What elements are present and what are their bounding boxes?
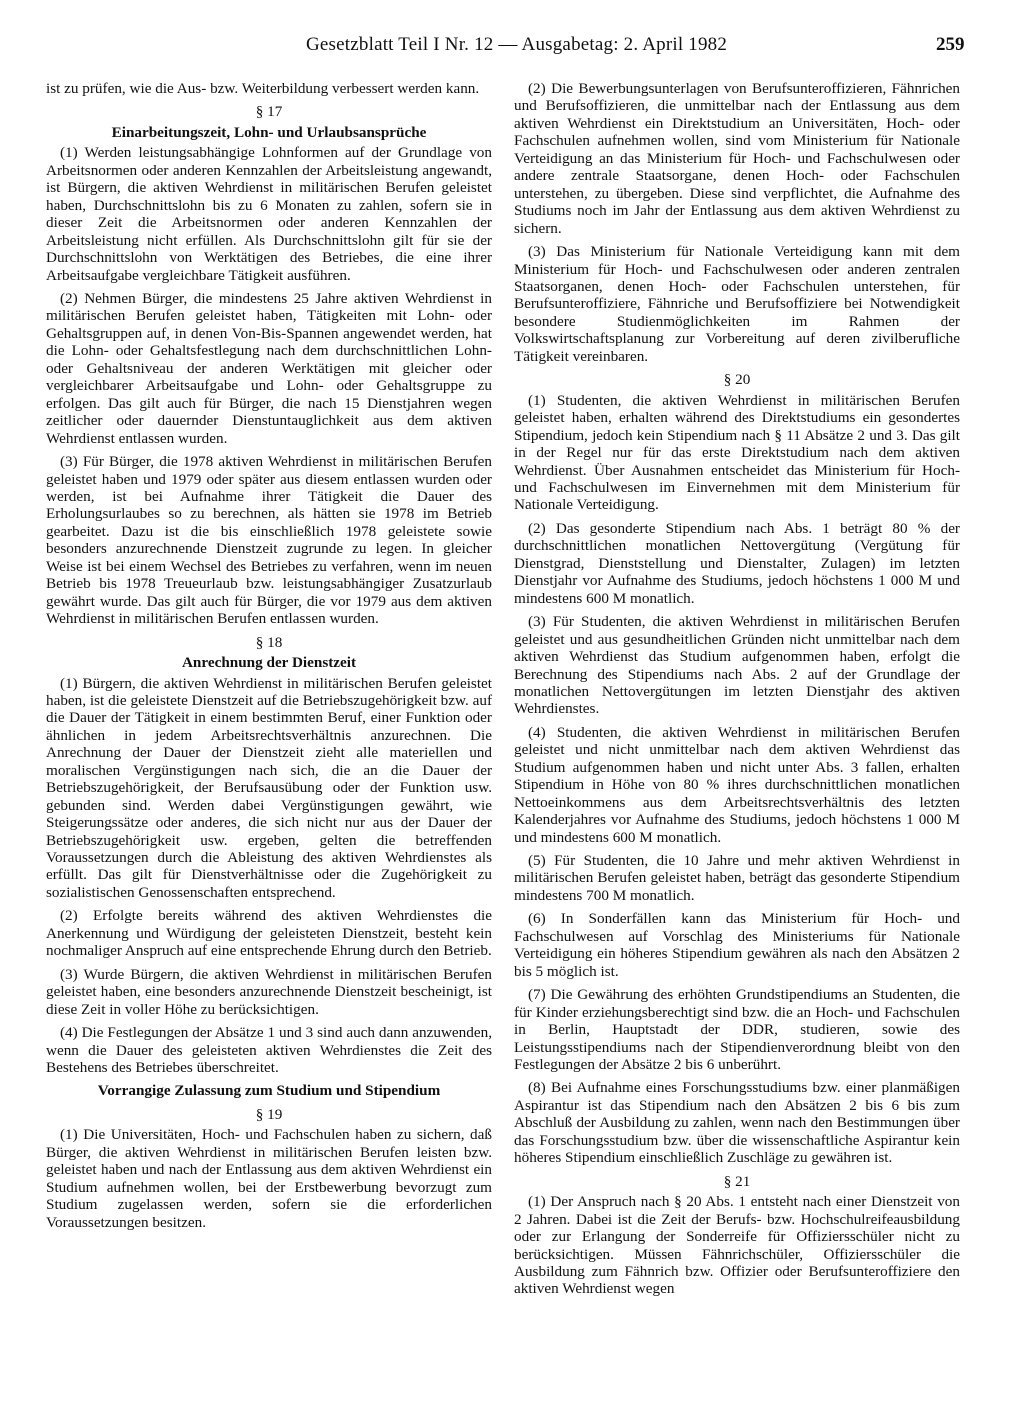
publication-title: Gesetzblatt Teil I Nr. 12 — Ausgabetag: 2. April 1982 bbox=[306, 34, 728, 55]
section-17-number: § 17 bbox=[255, 103, 283, 121]
section-19-paragraph-2: (2) Die Bewerbungsunterlagen von Berufsunteroffizieren, Fähnrichen und Berufsoffizieren, die unmittelbar nach der Entlassung aus dem aktiven Wehrdienst ein Direktstudium an Universitäten, Hoch- oder Fachschulen aufnehmen wollen, sind vom Ministerium für Nationale Verteidigung an das Ministerium für Hoch- und Fachschulwesen oder andere zentrale Staatsorgane, denen Hoch- oder Fachschulen unterstehen, zu übergeben. Diese sind verpflichtet, die Aufnahme des Studiums noch im Jahr der Entlassung aus dem aktiven Wehrdienst zu sichern. bbox=[514, 80, 960, 237]
section-18-paragraph-1: (1) Bürgern, die aktiven Wehrdienst in militärischen Berufen geleistet haben, ist die geleistete Dienstzeit auf die Betriebszugehörigkeit bzw. auf die Dauer der Tätigkeit in einem bestimmten Beruf, einer Funktion oder ähnlichen in jedem Arbeitsrechtsverhältnis anzurechnen. Die Anrechnung der Dauer der Dienstzeit zieht alle materiellen und moralischen Vergünstigungen nach sich, die an die Dauer der Betriebszugehörigkeit, der Berufsausübung oder der Funktion usw. gebunden sind. Werden dabei Vergünstigungen gewährt, wie Steigerungssätze oder anderes, die sich nicht nur aus der Dauer der Betriebszugehörigkeit usw. ergeben, gelten die betreffenden Voraussetzungen durch die Ableistung des aktiven Wehrdienstes als erfüllt. Das gilt für Dienstverhältnisse oder die Zugehörigkeit zu sozialistischen Genossenschaften entsprechend. bbox=[46, 674, 492, 901]
section-21-number: § 21 bbox=[723, 1172, 751, 1190]
section-20-paragraph-6: (6) In Sonderfällen kann das Ministerium für Hoch- und Fachschulwesen auf Vorschlag des Ministeriums für Nationale Verteidigung ein höheres Stipendium gewähren als nach den Absätzen 2 bis 5 möglich ist. bbox=[514, 910, 960, 980]
page-header bbox=[0, 34, 1024, 62]
section-19-paragraph-1: (1) Die Universitäten, Hoch- und Fachschulen haben zu sichern, daß Bürger, die aktiven Wehrdienst in militärischen Berufen leisten bzw. geleistet haben und nach der Entlassung aus dem aktiven Wehrdienst ein Studium aufnehmen wollen, bei der Erstbewerbung bevorzugt zum Studium zugelassen werden, sofern sie die erforderlichen Voraussetzungen besitzen. bbox=[46, 1126, 492, 1231]
section-20-paragraph-2: (2) Das gesonderte Stipendium nach Abs. 1 beträgt 80 % der durchschnittlichen monatlichen Nettovergütung (Vergütung für Dienstgrad, Dienststellung und Dienstalter, Zulagen) im letzten Dienstjahr vor Aufnahme des Studiums, jedoch höchstens 1 000 M und mindestens 600 M monatlich. bbox=[514, 519, 960, 607]
section-17-title: Einarbeitungszeit, Lohn- und Urlaubsansprüche bbox=[111, 123, 427, 141]
part-heading: Vorrangige Zulassung zum Studium und Stipendium bbox=[97, 1082, 441, 1100]
intro-paragraph: ist zu prüfen, wie die Aus- bzw. Weiterbildung verbessert werden kann. bbox=[46, 80, 480, 97]
section-20-paragraph-8: (8) Bei Aufnahme eines Forschungsstudiums bzw. einer planmäßigen Aspirantur ist das Stipendium nach den Absätzen 2 bis 6 bis zum Abschluß der Ausbildung zu zahlen, wenn nach den Bestimmungen über das Forschungsstudium bzw. über die wissenschaftliche Aspirantur kein höheres Stipendium einschließlich Zuschläge zu gewähren ist. bbox=[514, 1079, 960, 1167]
right-column bbox=[514, 80, 960, 1304]
section-17-paragraph-2: (2) Nehmen Bürger, die mindestens 25 Jahre aktiven Wehrdienst in militärischen Berufen geleistet haben, Tätigkeiten mit Lohn- oder Gehaltsgruppen auf, in denen Von-Bis-Spannen angewendet werden, hat die Lohn- oder Gehaltsfestlegung nach dem durchschnittlichen Lohn- oder Gehaltsniveau der anderen Werktätigen mit gleicher oder vergleichbarer Arbeitsaufgabe und Lohn- oder Gehaltsgruppe zu erfolgen. Das gilt auch für Bürger, die nach 15 Dienstjahren wegen zeitlicher oder dauernder Dienstuntauglichkeit aus dem aktiven Wehrdienst entlassen wurden. bbox=[46, 289, 492, 447]
section-18-number: § 18 bbox=[255, 633, 283, 651]
section-20-paragraph-1: (1) Studenten, die aktiven Wehrdienst in militärischen Berufen geleistet haben, erhalten während des Direktstudiums ein gesondertes Stipendium, jedoch kein Stipendium nach § 11 Absätze 2 und 3. Das gilt in der Regel nur für das erste Direktstudium nach dem aktiven Wehrdienst. Über Ausnahmen entscheidet das Ministerium für Hoch- und Fachschulwesen im Einvernehmen mit dem Ministerium für Nationale Verteidigung. bbox=[514, 391, 960, 514]
section-21-paragraph-1: (1) Der Anspruch nach § 20 Abs. 1 entsteht nach einer Dienstzeit von 2 Jahren. Dabei ist die Zeit der Berufs- bzw. Hochschulreifeausbildung oder zur Erlangung der Sonderreife für Offiziersschüler nicht zu berücksichtigen. Müssen Fähnrichschüler, Offiziersschüler die Ausbildung zum Fähnrich bzw. Offizier oder Berufsunteroffiziere den aktiven Wehrdienst wegen bbox=[514, 1193, 960, 1298]
section-20-paragraph-7: (7) Die Gewährung des erhöhten Grundstipendiums an Studenten, die für Kinder erziehungsberechtigt sind bzw. die an Hoch- und Fachschulen in Berlin, Hauptstadt der DDR, studieren, sowie des Leistungsstipendiums nach der Stipendienverordnung bleibt von den Festlegungen der Absätze 2 bis 6 unberührt. bbox=[514, 986, 960, 1074]
section-20-number: § 20 bbox=[723, 371, 751, 389]
section-20-paragraph-5: (5) Für Studenten, die 10 Jahre und mehr aktiven Wehrdienst in militärischen Berufen geleistet haben, beträgt das gesonderte Stipendium mindestens 700 M monatlich. bbox=[514, 852, 960, 904]
section-20-paragraph-4: (4) Studenten, die aktiven Wehrdienst in militärischen Berufen geleistet und nicht unmittelbar nach dem aktiven Wehrdienst das Studium aufgenommen haben und nicht unter Abs. 3 fallen, erhalten Stipendium in Höhe von 80 % ihres durchschnittlichen monatlichen Nettoeinkommens aus dem Arbeitsrechtsverhältnis des letzten Kalenderjahres vor Aufnahme des Studiums, jedoch höchstens 1 000 M und mindestens 600 M monatlich. bbox=[514, 723, 960, 846]
section-18-paragraph-3: (3) Wurde Bürgern, die aktiven Wehrdienst in militärischen Berufen geleistet haben, eine besonders anzurechnende Dienstzeit bescheinigt, ist diese Zeit in voller Höhe zu berücksichtigen. bbox=[46, 965, 492, 1018]
section-18-paragraph-4: (4) Die Festlegungen der Absätze 1 und 3 sind auch dann anzuwenden, wenn die Dauer des geleisteten aktiven Wehrdienstes die Zeit des Bestehens des Betriebes überschreitet. bbox=[46, 1024, 492, 1077]
section-17-paragraph-3: (3) Für Bürger, die 1978 aktiven Wehrdienst in militärischen Berufen geleistet haben und 1979 oder später aus diesem entlassen wurden oder werden, ist bei Aufnahme ihrer Tätigkeit die Dauer des Erholungsurlaubes so zu berechnen, als hätten sie 1978 im Betrieb gearbeitet. Dazu ist die bis einschließlich 1978 geleistete sowie besonders anzurechnende Dienstzeit zugrunde zu legen. In gleicher Weise ist bei einem Wechsel des Betriebes zu verfahren, wenn im neuen Betrieb bis 1978 Treueurlaub bzw. leistungsabhängiger Zusatzurlaub gewährt wurde. Das gilt auch für Bürger, die vor 1979 aus dem aktiven Wehrdienst in militärischen Berufen entlassen wurden. bbox=[46, 453, 492, 628]
page-number: 259 bbox=[936, 34, 965, 55]
section-19-paragraph-3: (3) Das Ministerium für Nationale Verteidigung kann mit dem Ministerium für Hoch- und Fachschulwesen oder anderen zentralen Staatsorganen, denen Hoch- oder Fachschulen unterstehen, für Berufsunteroffiziere, Fähnriche und Berufsoffiziere bei Notwendigkeit besondere Studienmöglichkeiten im Rahmen der Volkswirtschaftsplanung zur Vorbereitung auf deren zivilberufliche Tätigkeit vereinbaren. bbox=[514, 243, 960, 365]
section-17-paragraph-1: (1) Werden leistungsabhängige Lohnformen auf der Grundlage von Arbeitsnormen oder anderen Kennzahlen der Arbeitsleistung angewandt, ist Bürgern, die aktiven Wehrdienst in militärischen Berufen geleistet haben, Durchschnittslohn bis zu 6 Monaten zu zahlen, sofern sie in dieser Zeit die Arbeitsnormen oder anderen Kennzahlen der Arbeitsleistung nicht erfüllen. Als Durchschnittslohn gilt für sie der Durchschnittslohn von Werktätigen des Betriebes, die eine ihrer Arbeitsaufgabe vergleichbare Tätigkeit ausführen. bbox=[46, 144, 492, 284]
section-18-paragraph-2: (2) Erfolgte bereits während des aktiven Wehrdienstes die Anerkennung und Würdigung der geleisteten Dienstzeit, besteht kein nochmaliger Anspruch auf eine entsprechende Ehrung durch den Betrieb. bbox=[46, 907, 492, 960]
section-20-paragraph-3: (3) Für Studenten, die aktiven Wehrdienst in militärischen Berufen geleistet und aus gesundheitlichen Gründen nicht unmittelbar nach dem aktiven Wehrdienst das Studium aufgenommen haben, erfolgt die Berechnung des Stipendiums nach Abs. 2 auf der Grundlage der monatlichen Nettovergütungen im letzten Dienstjahr des aktiven Wehrdienstes. bbox=[514, 613, 960, 718]
section-19-number: § 19 bbox=[255, 1105, 283, 1123]
left-column bbox=[46, 80, 492, 1237]
section-18-title: Anrechnung der Dienstzeit bbox=[181, 654, 357, 672]
